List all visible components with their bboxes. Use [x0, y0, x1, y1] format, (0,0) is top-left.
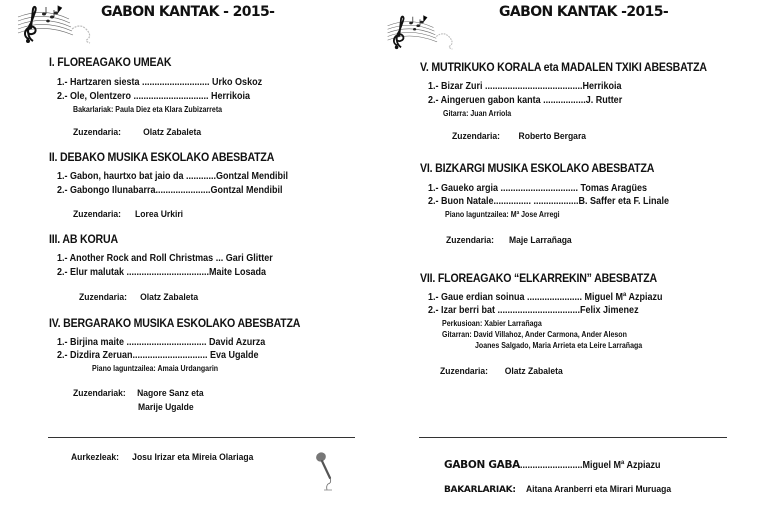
song-item: 2.- Dizdira Zeruan.............................. Eva Ugalde	[57, 350, 259, 361]
finale-composer: .........................Miguel Mª Azpiazu	[520, 460, 661, 471]
piano-note: Piano laguntzailea: Amaia Urdangarin	[92, 364, 219, 373]
song-item: 2.- Aingeruen gabon kanta .................J. Rutter	[428, 95, 623, 106]
section-heading: V. MUTRIKUKO KORALA eta MADALEN TXIKI ABESBATZA	[420, 62, 707, 74]
director-line	[73, 127, 201, 138]
soloists-note: Bakarlariak: Paula Diez eta Klara Zubizarreta	[73, 105, 223, 114]
song-item: 2.- Ole, Olentzero .............................. Herrikoia	[57, 91, 251, 102]
guitar-note-cont: Joanes Salgado, Maria Arrieta eta Leire Larrañaga	[475, 341, 643, 350]
director-name: Roberto Bergara	[518, 131, 587, 142]
director-label: Zuzendaria:	[452, 131, 500, 142]
song-item: 1.- Hartzaren siesta ........................... Urko Oskoz	[57, 77, 263, 88]
finale-line	[444, 455, 676, 473]
page-title: GABON KANTAK -2015-	[499, 4, 669, 20]
section-heading: III. AB KORUA	[49, 234, 118, 246]
director-label: Zuzendaria:	[440, 366, 488, 377]
director-name: Maje Larrañaga	[508, 235, 572, 246]
song-item: 2.- Izar berri bat .................................Felix Jimenez	[428, 305, 639, 316]
divider	[48, 437, 355, 438]
director-name: Olatz Zabaleta	[140, 292, 199, 303]
director-label: Zuzendariak:	[73, 388, 126, 399]
song-item: 1.- Gabon, haurtxo bat jaio da ............Gontzal Mendibil	[57, 171, 289, 182]
director-line	[446, 235, 572, 246]
treble-clef-music-notes-icon	[14, 3, 94, 45]
song-item: 2.- Buon Natale............... ..................B. Saffer eta F. Linale	[428, 196, 670, 207]
song-item: 2.- Elur malutak .................................Maite Losada	[57, 267, 267, 278]
soloists-line	[444, 479, 687, 497]
section-heading: IV. BERGARAKO MUSIKA ESKOLAKO ABESBATZA	[49, 318, 301, 330]
guitar-note: Gitarran: David Villahoz, Ander Carmona, Ander Aleson	[442, 330, 627, 339]
presenters-line	[71, 452, 253, 463]
song-item: 1.- Gaue erdian soinua ...................... Miguel Mª Azpiazu	[428, 292, 663, 303]
director-line	[440, 366, 563, 377]
director-label: Zuzendaria:	[73, 209, 121, 220]
song-item: 1.- Birjina maite ................................ David Azurza	[57, 337, 266, 348]
soloists-names: Aitana Aranberri eta Mirari Muruaga	[526, 484, 672, 495]
song-item: 1.- Bizar Zuri .......................................Herrikoia	[428, 81, 622, 92]
section-heading: VII. FLOREAGAKO “ELKARREKIN” ABESBATZA	[420, 273, 657, 285]
director-line	[73, 209, 183, 220]
microphone-icon	[312, 450, 342, 492]
page-title: GABON KANTAK - 2015-	[101, 4, 275, 20]
director-label: Zuzendaria:	[73, 127, 121, 138]
guitar-note: Gitarra: Juan Arriola	[443, 109, 512, 118]
section-heading: I. FLOREAGAKO UMEAK	[49, 57, 172, 69]
song-item: 2.- Gabongo Ilunabarra......................Gontzal Mendibil	[57, 185, 283, 196]
piano-note: Piano laguntzailea: Mª Jose Arregi	[445, 210, 560, 219]
director-label: Zuzendaria:	[79, 292, 127, 303]
song-item: 1.- Another Rock and Roll Christmas ... Gari Glitter	[57, 253, 273, 264]
section-heading: VI. BIZKARGI MUSIKA ESKOLAKO ABESBATZA	[420, 163, 655, 175]
director-name: Nagore Sanz eta	[137, 388, 204, 399]
treble-clef-music-notes-icon	[384, 13, 456, 51]
song-item: 1.- Gaueko argia ............................... Tomas Aragües	[428, 183, 648, 194]
director-name: Olatz Zabaleta	[504, 366, 563, 377]
presenters-names: Josu Irizar eta Mireia Olariaga	[132, 452, 254, 463]
director-name-2: Marije Ugalde	[138, 402, 194, 413]
director-label: Zuzendaria:	[446, 235, 494, 246]
director-name: Lorea Urkiri	[135, 209, 184, 220]
director-name: Olatz Zabaleta	[143, 127, 202, 138]
presenters-label: Aurkezleak:	[71, 452, 120, 463]
director-line	[452, 131, 586, 142]
director-line	[79, 292, 198, 303]
director-line	[73, 388, 204, 399]
percussion-note: Perkusioan: Xabier Larrañaga	[442, 319, 542, 328]
divider	[419, 437, 727, 438]
section-heading: II. DEBAKO MUSIKA ESKOLAKO ABESBATZA	[49, 152, 275, 164]
finale-title: GABON GABA	[444, 459, 520, 471]
soloists-label: BAKARLARIAK:	[444, 485, 516, 495]
